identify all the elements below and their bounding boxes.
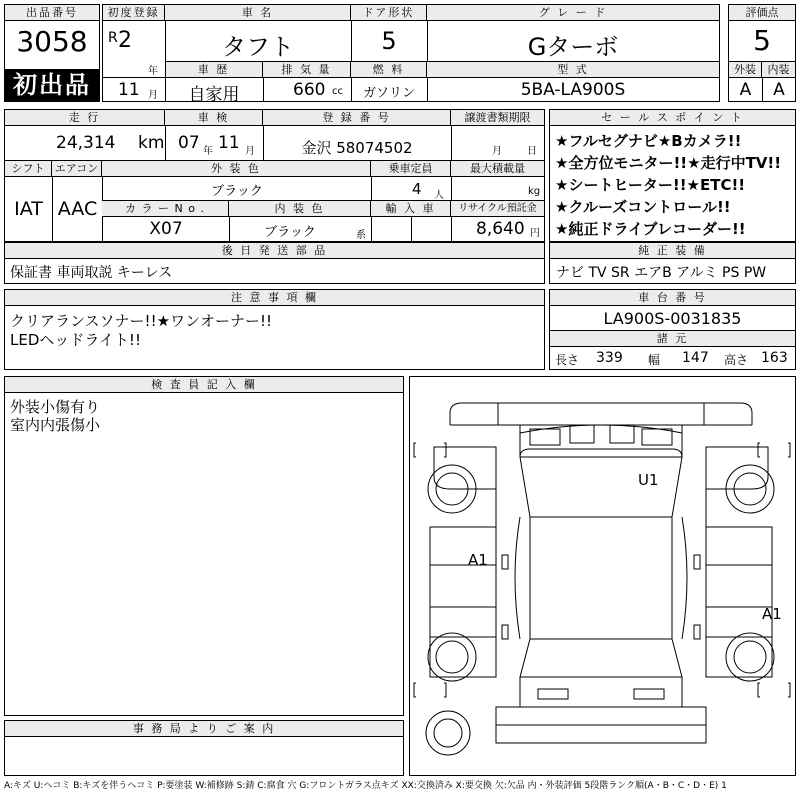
inspection-year: 07 [178,133,200,153]
parts-value: 保証書 車両取説 キーレス [10,265,173,281]
exterior-grade-label: 外装 [729,62,762,78]
int-color-value: ブラック [264,225,316,240]
history-value: 自家用 [188,85,240,105]
inspector-label: 検 査 員 記 入 欄 [5,377,403,393]
int-color-suffix: 系 [356,230,366,241]
registration-month-unit: 月 [148,90,158,101]
grade-value: Gターボ [527,33,619,61]
capacity-label: 乗車定員 [371,161,451,177]
transfer-month-unit: 月 [492,146,502,157]
inspector-line-2: 室内内張傷小 [10,416,101,434]
load-label: 最大積載量 [451,161,544,177]
score-label: 評価点 [729,5,795,21]
recycle-label: リサイクル預託金 [451,201,544,217]
height-value: 163 [761,350,788,366]
recycle-value: 8,640 [476,219,525,239]
door-label: ドア形状 [351,5,427,21]
registration-month: 11 [118,80,140,100]
lot-number: 3058 [16,25,88,58]
model-value: 5BA-LA900S [520,80,626,100]
transfer-label: 譲渡書類期限 [451,110,544,126]
lot-block [4,4,100,102]
mileage-value: 24,314 [56,133,116,153]
registration-era: R [108,30,118,46]
car-diagram-block [409,376,796,776]
car-name-value: タフト [222,33,294,61]
specs-label: 諸 元 [550,330,795,347]
fuel-label: 燃 料 [351,62,427,78]
notes-line-1: クリアランスソナー!!★ワンオーナー!! [10,312,273,330]
recycle-unit: 円 [530,228,540,239]
diagram-mark-u1: U1 [638,471,659,489]
length-label: 長さ [555,353,580,367]
history-label: 車 歴 [165,62,263,78]
length-value: 339 [596,350,623,366]
shift-label: シフト [5,161,52,177]
fuel-value: ガソリン [362,86,415,101]
import-label: 輸 入 車 [371,201,451,217]
inspection-label: 車 検 [165,110,263,126]
transfer-day-unit: 日 [527,146,537,157]
ext-color-value: ブラック [211,184,263,199]
sales-points-label: セ ー ル ス ポ イ ン ト [550,110,795,126]
diagram-mark-a1-left: A1 [468,551,488,569]
width-value: 147 [682,350,709,366]
inspection-year-unit: 年 [203,146,213,157]
color-no-label: カ ラ ー N o . [102,201,229,217]
mileage-label: 走 行 [5,110,165,126]
mileage-unit: km [138,133,165,153]
sales-point-5: ★純正ドライブレコーダー!! [555,220,746,238]
diagram-mark-a1-right: A1 [762,605,782,623]
plate-label: 登 録 番 号 [263,110,451,126]
registration-year-unit: 年 [148,66,158,77]
equipment-label: 純 正 装 備 [550,243,795,259]
grade-label: グ レ ー ド [427,5,719,21]
capacity-unit: 人 [434,190,444,201]
damage-legend: A:キズ U:ヘコミ B:キズを伴うヘコミ P:要塗装 W:補修跡 S:錆 C:腐食 穴 G:フロントガラス点キズ XX:交換済み X:要交換 欠:欠品 内・外装評価 5段階ランク順(A・B・C・D・E) 1 [4,781,727,791]
shift-value: IAT [14,198,43,220]
inspection-month-unit: 月 [245,146,255,157]
registration-year: 2 [118,28,132,53]
plate-value: 金沢 58074502 [301,139,413,157]
registration-label: 初度登録 [103,5,165,21]
width-label: 幅 [648,353,661,367]
int-color-label: 内 装 色 [229,201,371,217]
sales-point-1: ★フルセグナビ★Bカメラ!! [555,132,742,150]
door-value: 5 [381,27,397,55]
car-diagram [410,377,795,775]
exterior-grade-value: A [739,80,752,100]
lot-label: 出品番号 [5,5,99,21]
interior-grade-label: 内装 [762,62,795,78]
sales-point-3: ★シートヒーター!!★ETC!! [555,176,746,194]
displacement-label: 排 気 量 [263,62,351,78]
sales-point-4: ★クルーズコントロール!! [555,198,731,216]
model-label: 型 式 [427,62,719,78]
load-unit: kg [528,186,541,197]
color-no-value: X07 [149,219,183,239]
displacement-unit: cc [332,86,343,97]
chassis-value: LA900S-0031835 [603,309,742,328]
inspection-month: 11 [218,133,240,153]
interior-grade-value: A [773,80,785,100]
aircon-label: エアコン [52,161,102,177]
office-label: 事 務 局 よ り ご 案 内 [5,721,403,737]
inspector-line-1: 外装小傷有り [10,398,101,416]
sales-point-2: ★全方位モニター!!★走行中TV!! [555,154,782,172]
parts-label: 後 日 発 送 部 品 [5,243,544,259]
car-name-label: 車 名 [165,5,351,21]
displacement-value: 660 [293,80,326,100]
capacity-value: 4 [412,180,422,198]
aircon-value: AAC [57,198,98,220]
equipment-value: ナビ TV SR エアB アルミ PS PW [556,265,767,281]
chassis-label: 車 台 番 号 [550,290,795,306]
notes-label: 注 意 事 項 欄 [5,290,544,306]
ext-color-label: 外 装 色 [102,161,371,177]
score-value: 5 [753,24,771,57]
notes-line-2: LEDヘッドライト!! [10,331,141,349]
height-label: 高さ [724,353,749,367]
first-listing-badge: 初出品 [5,69,99,102]
